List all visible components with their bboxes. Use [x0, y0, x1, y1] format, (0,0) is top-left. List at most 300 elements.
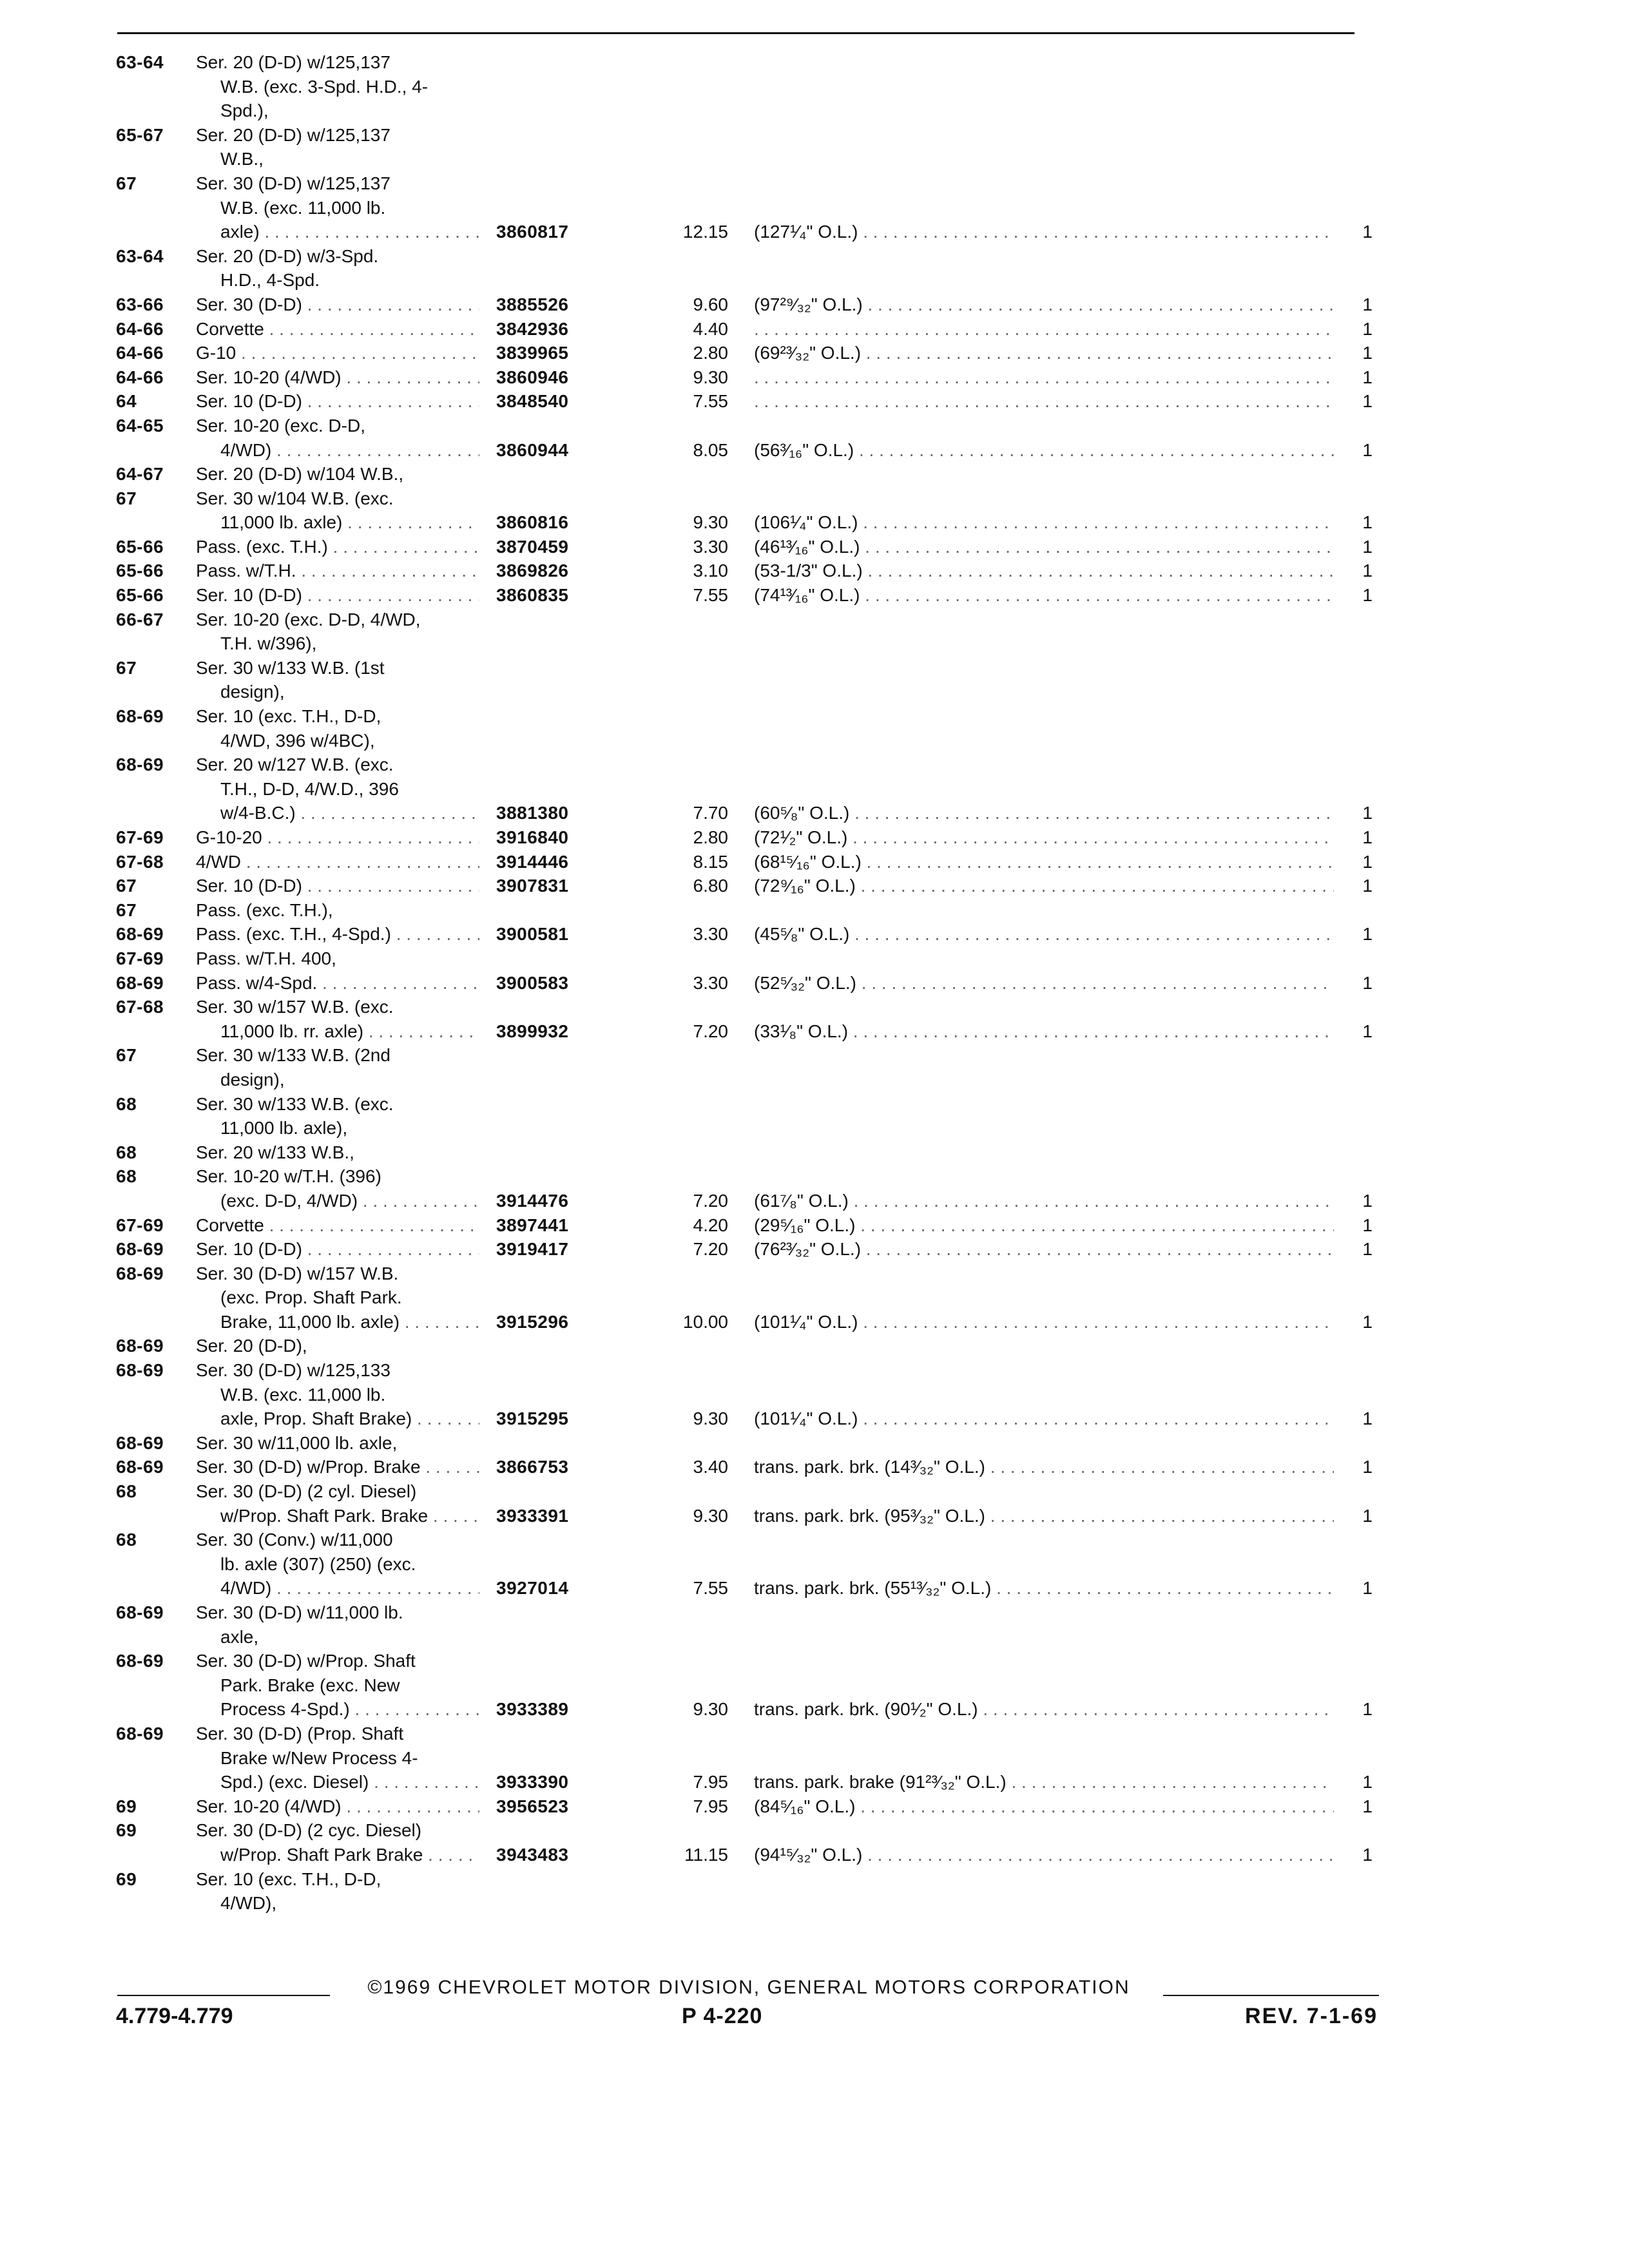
unit-weight: 7.70: [693, 803, 728, 823]
parts-row: [0, 1770, 1629, 1794]
model-years: 67-69: [116, 948, 164, 968]
model-years: 68-69: [116, 1239, 164, 1260]
model-years: 63-64: [116, 52, 164, 72]
parts-row: [0, 99, 1629, 123]
parts-row: [0, 729, 1629, 753]
parts-row: [0, 947, 1629, 971]
quantity: 1: [1362, 803, 1373, 823]
unit-weight: 9.30: [693, 1505, 728, 1526]
application-description: Ser. 20 (D-D) w/125,137: [196, 124, 390, 145]
application-description: Ser. 30 w/157 W.B. (exc.: [196, 997, 394, 1017]
unit-weight: 7.95: [693, 1772, 728, 1792]
unit-weight: 9.30: [693, 512, 728, 533]
top-rule: [117, 32, 1354, 34]
quantity: 1: [1362, 1457, 1373, 1477]
application-description: Ser. 30 (D-D) w/Prop. Brake . . .: [196, 1455, 479, 1479]
model-years: 64-66: [116, 318, 164, 339]
parts-row: [0, 510, 1629, 535]
unit-weight: 4.20: [693, 1215, 728, 1235]
application-description: Pass. w/T.H. 400,: [196, 948, 336, 968]
parts-row: [0, 971, 1629, 995]
application-description: Corvette . . .: [196, 1213, 479, 1238]
model-years: 65-66: [116, 585, 164, 606]
model-years: 67: [116, 657, 137, 678]
parts-row: [0, 898, 1629, 923]
remarks: (76²³⁄₃₂" O.L.) . . .: [754, 1237, 1334, 1262]
remarks: (68¹⁵⁄₁₆" O.L.) . . .: [754, 850, 1334, 874]
application-description: Ser. 20 (D-D),: [196, 1336, 307, 1356]
application-description: Ser. 30 (D-D) (2 cyc. Diesel): [196, 1820, 422, 1841]
part-number: 3927014: [496, 1578, 569, 1599]
remarks: (46¹³⁄₁₆" O.L.) . . .: [754, 535, 1334, 559]
parts-row: [0, 1019, 1629, 1044]
application-description: Pass. (exc. T.H.),: [196, 899, 333, 920]
model-years: 65-66: [116, 536, 164, 557]
remarks: trans. park. brk. (95³⁄₃₂" O.L.) . . .: [754, 1504, 1334, 1528]
parts-row: [0, 414, 1629, 438]
application-description: Ser. 10 (D-D) . . .: [196, 389, 479, 414]
remarks: trans. park. brk. (14³⁄₃₂" O.L.) . . .: [754, 1455, 1334, 1479]
application-description: Ser. 30 (D-D) w/11,000 lb.: [196, 1602, 403, 1622]
quantity: 1: [1362, 851, 1373, 872]
unit-weight: 11.15: [684, 1844, 728, 1865]
application-description: Pass. (exc. T.H., 4-Spd.) . . .: [196, 922, 479, 947]
unit-weight: 7.20: [693, 1021, 728, 1041]
application-description: Ser. 30 (D-D) (2 cyl. Diesel): [196, 1481, 417, 1502]
parts-row: [0, 922, 1629, 947]
remarks: (53-1/3" O.L.) . . .: [754, 559, 1334, 583]
remarks: (94¹⁵⁄₃₂" O.L.) . . .: [754, 1843, 1334, 1867]
application-description: Ser. 10 (exc. T.H., D-D,: [196, 706, 381, 727]
part-number: 3899932: [496, 1021, 569, 1041]
model-years: 67: [116, 1045, 137, 1066]
remarks: (72⁹⁄₁₆" O.L.) . . .: [754, 874, 1334, 898]
application-description: Spd.) (exc. Diesel) . . .: [220, 1770, 479, 1794]
model-years: 64-66: [116, 343, 164, 363]
application-description: Pass. (exc. T.H.) . . .: [196, 535, 479, 559]
parts-row: [0, 656, 1629, 680]
application-description: Spd.),: [220, 101, 269, 121]
parts-row: [0, 1794, 1629, 1819]
unit-weight: 3.40: [693, 1457, 728, 1477]
application-description: 4/WD . . .: [196, 850, 479, 874]
unit-weight: 9.60: [693, 294, 728, 314]
parts-row: [0, 1625, 1629, 1649]
model-years: 68-69: [116, 924, 164, 945]
unit-weight: 4.40: [693, 318, 728, 339]
unit-weight: 7.55: [693, 1578, 728, 1599]
model-years: 67-68: [116, 997, 164, 1017]
model-years: 69: [116, 1820, 137, 1841]
parts-row: [0, 1649, 1629, 1673]
parts-row: [0, 389, 1629, 414]
model-years: 68: [116, 1530, 137, 1550]
model-years: 65-67: [116, 124, 164, 145]
part-number: 3860944: [496, 439, 569, 460]
quantity: 1: [1362, 876, 1373, 896]
model-years: 67: [116, 876, 137, 896]
application-description: T.H. w/396),: [220, 633, 317, 654]
quantity: 1: [1362, 972, 1373, 993]
unit-weight: 6.80: [693, 876, 728, 896]
remarks: trans. park. brake (91²³⁄₃₂" O.L.) . . .: [754, 1770, 1334, 1794]
application-description: Ser. 30 w/133 W.B. (2nd: [196, 1045, 390, 1066]
quantity: 1: [1362, 585, 1373, 606]
parts-row: [0, 1407, 1629, 1431]
model-years: 68-69: [116, 1432, 164, 1453]
parts-row: [0, 1697, 1629, 1722]
model-years: 69: [116, 1869, 137, 1889]
parts-row: [0, 1164, 1629, 1189]
remarks: (84⁵⁄₁₆" O.L.) . . .: [754, 1794, 1334, 1819]
application-description: W.B.,: [220, 149, 264, 169]
part-number: 3839965: [496, 343, 569, 363]
unit-weight: 3.10: [693, 561, 728, 581]
parts-row: [0, 317, 1629, 341]
parts-row: [0, 1213, 1629, 1238]
application-description: W.B. (exc. 11,000 lb.: [220, 1384, 386, 1405]
part-number: 3881380: [496, 803, 569, 823]
parts-row: [0, 850, 1629, 874]
application-description: axle, Prop. Shaft Brake) . . .: [220, 1407, 479, 1431]
unit-weight: 3.30: [693, 924, 728, 945]
model-years: 68: [116, 1166, 137, 1187]
application-description: w/Prop. Shaft Park. Brake . . .: [220, 1504, 479, 1528]
part-number: 3933391: [496, 1505, 569, 1526]
parts-row: [0, 123, 1629, 148]
model-years: 67: [116, 173, 137, 193]
application-description: Pass. w/T.H. . . .: [196, 559, 479, 583]
copyright-line: [117, 1977, 1379, 1996]
parts-row: [0, 777, 1629, 802]
part-number: 3916840: [496, 827, 569, 847]
parts-row: [0, 1116, 1629, 1140]
application-description: T.H., D-D, 4/W.D., 396: [220, 778, 399, 799]
quantity: 1: [1362, 391, 1373, 412]
model-years: 68-69: [116, 1651, 164, 1671]
application-description: Ser. 30 (D-D) (Prop. Shaft: [196, 1723, 404, 1744]
quantity: 1: [1362, 343, 1373, 363]
model-years: 68-69: [116, 1723, 164, 1744]
application-description: W.B. (exc. 3-Spd. H.D., 4-: [220, 76, 429, 97]
parts-row: [0, 1722, 1629, 1746]
part-number: 3842936: [496, 318, 569, 339]
unit-weight: 8.15: [693, 851, 728, 872]
parts-row: [0, 147, 1629, 171]
part-number: 3866753: [496, 1457, 569, 1477]
parts-row: [0, 680, 1629, 704]
parts-row: [0, 825, 1629, 850]
unit-weight: 10.00: [682, 1311, 728, 1332]
parts-row: [0, 1383, 1629, 1407]
quantity: 1: [1362, 294, 1373, 314]
model-years: 68-69: [116, 972, 164, 993]
application-description: Ser. 20 w/127 W.B. (exc.: [196, 754, 394, 775]
remarks: [754, 365, 1334, 390]
application-description: axle,: [220, 1626, 259, 1647]
remarks: [754, 317, 1334, 341]
parts-row: [0, 268, 1629, 293]
parts-row: [0, 1479, 1629, 1504]
application-description: design),: [220, 682, 285, 702]
model-years: 67: [116, 488, 137, 508]
remarks: (60⁵⁄₈" O.L.) . . .: [754, 801, 1334, 825]
part-number: 3956523: [496, 1796, 569, 1816]
unit-weight: 9.30: [693, 1408, 728, 1429]
remarks: (52⁵⁄₃₂" O.L.) . . .: [754, 971, 1334, 995]
page-footer: [0, 2004, 1629, 2036]
model-years: 64-67: [116, 464, 164, 485]
application-description: Ser. 20 (D-D) w/3-Spd.: [196, 245, 379, 266]
application-description: Park. Brake (exc. New: [220, 1675, 400, 1695]
unit-weight: 2.80: [693, 343, 728, 363]
part-number: 3915296: [496, 1311, 569, 1332]
application-description: Ser. 30 w/104 W.B. (exc.: [196, 488, 394, 508]
model-years: 68-69: [116, 1263, 164, 1283]
application-description: Ser. 10-20 (4/WD) . . .: [196, 365, 479, 390]
part-number: 3914446: [496, 851, 569, 872]
parts-row: [0, 438, 1629, 463]
remarks: (69²³⁄₃₂" O.L.) . . .: [754, 341, 1334, 365]
parts-row: [0, 1600, 1629, 1625]
model-years: 68-69: [116, 1336, 164, 1356]
parts-row: [0, 1891, 1629, 1916]
application-description: Ser. 10 (D-D) . . .: [196, 1237, 479, 1262]
part-number: 3933389: [496, 1699, 569, 1720]
quantity: 1: [1362, 1408, 1373, 1429]
application-description: Corvette . . .: [196, 317, 479, 341]
quantity: 1: [1362, 1190, 1373, 1211]
remarks: (127¹⁄₄" O.L.) . . .: [754, 220, 1334, 244]
application-description: 11,000 lb. rr. axle) . . .: [220, 1019, 479, 1044]
parts-row: [0, 341, 1629, 365]
application-description: Ser. 10 (exc. T.H., D-D,: [196, 1869, 381, 1889]
parts-row: [0, 583, 1629, 608]
quantity: 1: [1362, 1578, 1373, 1599]
quantity: 1: [1362, 512, 1373, 533]
application-description: 4/WD),: [220, 1893, 277, 1914]
part-number: 3860835: [496, 585, 569, 606]
application-description: 4/WD, 396 w/4BC),: [220, 730, 375, 751]
part-number: 3870459: [496, 536, 569, 557]
parts-row: [0, 1528, 1629, 1552]
remarks: trans. park. brk. (90¹⁄₂" O.L.) . . .: [754, 1697, 1334, 1722]
remarks: (74¹³⁄₁₆" O.L.) . . .: [754, 583, 1334, 608]
parts-row: [0, 559, 1629, 583]
parts-row: [0, 1140, 1629, 1165]
parts-row: [0, 1746, 1629, 1771]
remarks: (45⁵⁄₈" O.L.) . . .: [754, 922, 1334, 947]
unit-weight: 7.55: [693, 585, 728, 606]
model-years: 68-69: [116, 1457, 164, 1477]
application-description: Ser. 20 w/133 W.B.,: [196, 1142, 354, 1162]
unit-weight: 9.30: [693, 367, 728, 387]
remarks: [754, 389, 1334, 414]
remarks: (72¹⁄₂" O.L.) . . .: [754, 825, 1334, 850]
quantity: 1: [1362, 1796, 1373, 1816]
application-description: Ser. 30 w/133 W.B. (exc.: [196, 1093, 394, 1114]
application-description: W.B. (exc. 11,000 lb.: [220, 197, 386, 218]
revision-date: REV. 7-1-69: [1245, 2004, 1378, 2028]
application-description: axle) . . .: [220, 220, 479, 244]
application-description: 4/WD) . . .: [220, 1576, 479, 1600]
application-description: w/Prop. Shaft Park Brake . . .: [220, 1843, 479, 1867]
part-number: 3897441: [496, 1215, 569, 1235]
parts-row: [0, 1285, 1629, 1310]
part-number: 3915295: [496, 1408, 569, 1429]
remarks: (101¹⁄₄" O.L.) . . .: [754, 1407, 1334, 1431]
parts-row: [0, 874, 1629, 898]
model-years: 68-69: [116, 1602, 164, 1622]
application-description: Ser. 30 w/133 W.B. (1st: [196, 657, 385, 678]
application-description: Ser. 30 (Conv.) w/11,000: [196, 1530, 393, 1550]
quantity: 1: [1362, 1215, 1373, 1235]
parts-row: [0, 365, 1629, 390]
parts-row: [0, 753, 1629, 777]
quantity: 1: [1362, 439, 1373, 460]
application-description: lb. axle (307) (250) (exc.: [220, 1553, 416, 1574]
application-description: Ser. 10 (D-D) . . .: [196, 874, 479, 898]
quantity: 1: [1362, 1505, 1373, 1526]
application-description: Brake w/New Process 4-: [220, 1747, 418, 1768]
group-number: 4.779-4.779: [116, 2004, 233, 2028]
parts-row: [0, 1043, 1629, 1068]
parts-row: [0, 535, 1629, 559]
application-description: design),: [220, 1069, 285, 1090]
copyright-text: ©1969 CHEVROLET MOTOR DIVISION, GENERAL MOTORS CORPORATION: [367, 1977, 1130, 1998]
model-years: 67-69: [116, 1215, 164, 1235]
remarks: (97²⁹⁄₃₂" O.L.) . . .: [754, 293, 1334, 317]
application-description: Ser. 10-20 (4/WD) . . .: [196, 1794, 479, 1819]
model-years: 69: [116, 1796, 137, 1816]
part-number: 3860816: [496, 512, 569, 533]
application-description: Ser. 10-20 (exc. D-D, 4/WD,: [196, 609, 421, 629]
application-description: Ser. 30 (D-D) w/125,133: [196, 1360, 390, 1381]
model-years: 67-69: [116, 827, 164, 847]
application-description: Ser. 20 (D-D) w/104 W.B.,: [196, 464, 404, 485]
parts-list: [0, 50, 1629, 1916]
unit-weight: 7.55: [693, 391, 728, 412]
quantity: 1: [1362, 924, 1373, 945]
remarks: (106¹⁄₄" O.L.) . . .: [754, 510, 1334, 535]
unit-weight: 3.30: [693, 972, 728, 993]
application-description: Brake, 11,000 lb. axle) . . .: [220, 1310, 479, 1334]
part-number: 3860946: [496, 367, 569, 387]
model-years: 63-64: [116, 245, 164, 266]
model-years: 63-66: [116, 294, 164, 314]
application-description: Ser. 30 (D-D) . . .: [196, 293, 479, 317]
page-number: P 4-220: [682, 2004, 763, 2028]
part-number: 3869826: [496, 561, 569, 581]
parts-row: [0, 1092, 1629, 1117]
model-years: 68-69: [116, 706, 164, 727]
unit-weight: 8.05: [693, 439, 728, 460]
part-number: 3860817: [496, 222, 569, 242]
quantity: 1: [1362, 1699, 1373, 1720]
quantity: 1: [1362, 1772, 1373, 1792]
remarks: (61⁷⁄₈" O.L.) . . .: [754, 1189, 1334, 1213]
parts-row: [0, 50, 1629, 75]
parts-row: [0, 486, 1629, 511]
application-description: Ser. 10-20 w/T.H. (396): [196, 1166, 381, 1187]
parts-row: [0, 1310, 1629, 1334]
application-description: (exc. D-D, 4/WD) . . .: [220, 1189, 479, 1213]
part-number: 3907831: [496, 876, 569, 896]
part-number: 3914476: [496, 1190, 569, 1211]
parts-row: [0, 1068, 1629, 1092]
part-number: 3943483: [496, 1844, 569, 1865]
application-description: 11,000 lb. axle) . . .: [220, 510, 479, 535]
parts-row: [0, 704, 1629, 729]
application-description: 4/WD) . . .: [220, 438, 479, 463]
model-years: 67: [116, 899, 137, 920]
parts-row: [0, 1673, 1629, 1698]
remarks: (33¹⁄₈" O.L.) . . .: [754, 1019, 1334, 1044]
parts-row: [0, 293, 1629, 317]
copyright-rule-right: [1163, 1995, 1379, 1996]
parts-row: [0, 220, 1629, 244]
parts-row: [0, 1334, 1629, 1358]
application-description: 11,000 lb. axle),: [220, 1118, 348, 1139]
application-description: Ser. 20 (D-D) w/125,137: [196, 52, 390, 72]
application-description: (exc. Prop. Shaft Park.: [220, 1287, 402, 1308]
unit-weight: 7.20: [693, 1190, 728, 1211]
application-description: Ser. 30 (D-D) w/Prop. Shaft: [196, 1651, 416, 1671]
application-description: w/4-B.C.) . . .: [220, 801, 479, 825]
parts-row: [0, 1189, 1629, 1213]
parts-row: [0, 1431, 1629, 1456]
parts-row: [0, 1818, 1629, 1843]
parts-row: [0, 995, 1629, 1019]
application-description: Ser. 10 (D-D) . . .: [196, 583, 479, 608]
parts-row: [0, 1576, 1629, 1600]
unit-weight: 9.30: [693, 1699, 728, 1720]
quantity: 1: [1362, 1844, 1373, 1865]
quantity: 1: [1362, 318, 1373, 339]
application-description: Pass. w/4-Spd. . . .: [196, 971, 479, 995]
parts-row: [0, 631, 1629, 656]
parts-row: [0, 1358, 1629, 1383]
remarks: (101¹⁄₄" O.L.) . . .: [754, 1310, 1334, 1334]
remarks: (56³⁄₁₆" O.L.) . . .: [754, 438, 1334, 463]
quantity: 1: [1362, 1239, 1373, 1260]
part-number: 3885526: [496, 294, 569, 314]
application-description: Ser. 30 w/11,000 lb. axle,: [196, 1432, 398, 1453]
copyright-rule-left: [117, 1995, 330, 1996]
application-description: Process 4-Spd.) . . .: [220, 1697, 479, 1722]
quantity: 1: [1362, 536, 1373, 557]
quantity: 1: [1362, 827, 1373, 847]
model-years: 66-67: [116, 609, 164, 629]
model-years: 64-66: [116, 367, 164, 387]
model-years: 68: [116, 1481, 137, 1502]
quantity: 1: [1362, 222, 1373, 242]
model-years: 64: [116, 391, 137, 412]
model-years: 68: [116, 1142, 137, 1162]
application-description: G-10-20 . . .: [196, 825, 479, 850]
parts-row: [0, 196, 1629, 220]
model-years: 68-69: [116, 1360, 164, 1381]
application-description: Ser. 30 (D-D) w/157 W.B.: [196, 1263, 399, 1283]
parts-row: [0, 1504, 1629, 1528]
unit-weight: 3.30: [693, 536, 728, 557]
quantity: 1: [1362, 561, 1373, 581]
model-years: 67-68: [116, 851, 164, 872]
remarks: (29⁵⁄₁₆" O.L.) . . .: [754, 1213, 1334, 1238]
part-number: 3900583: [496, 972, 569, 993]
model-years: 65-66: [116, 561, 164, 581]
quantity: 1: [1362, 367, 1373, 387]
